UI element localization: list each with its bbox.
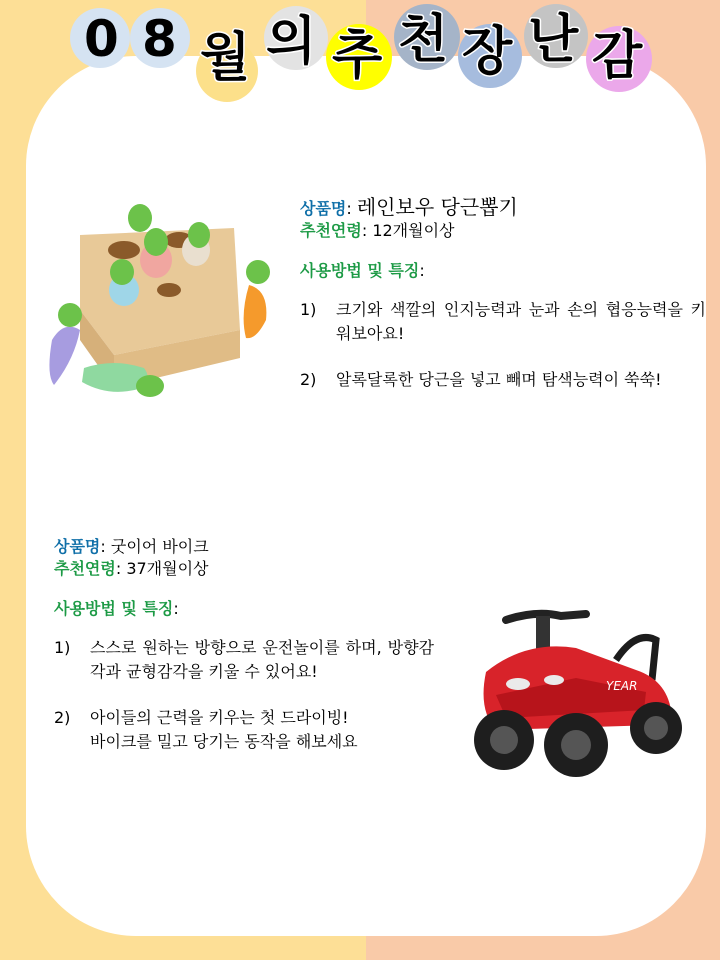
usage-heading: 사용방법 및 특징: bbox=[54, 599, 179, 618]
title-word: 의 bbox=[266, 12, 317, 72]
usage-list bbox=[54, 636, 434, 754]
title-word: 추 bbox=[332, 26, 383, 86]
title-word: 천 bbox=[398, 10, 449, 70]
product-info-1 bbox=[300, 196, 706, 414]
usage-item-text: 아이들의 근력을 키우는 첫 드라이빙! 바이크를 밀고 당기는 동작을 해보세요 bbox=[90, 708, 358, 751]
title-word: 감 bbox=[592, 26, 643, 86]
product-age-row: 추천연령: 12개월이상 bbox=[300, 221, 455, 240]
product-age-label: 추천연령 bbox=[54, 559, 116, 578]
usage-item-number: 2) bbox=[300, 370, 317, 389]
product-name: 굿이어 바이크 bbox=[110, 537, 209, 556]
usage-item bbox=[54, 636, 434, 684]
product-name-row: 상품명: 레인보우 당근뽑기 bbox=[300, 195, 518, 219]
title-word: 난 bbox=[528, 10, 579, 70]
product-name-row: 상품명: 굿이어 바이크 bbox=[54, 537, 209, 556]
usage-item-number: 2) bbox=[54, 708, 71, 727]
product-name-label: 상품명 bbox=[300, 199, 347, 218]
product-name: 레인보우 당근뽑기 bbox=[356, 195, 518, 219]
content-card bbox=[26, 56, 706, 936]
usage-item-number: 1) bbox=[54, 638, 71, 657]
title-word: 장 bbox=[462, 22, 513, 82]
product-age-row: 추천연령: 37개월이상 bbox=[54, 559, 209, 578]
usage-item-number: 1) bbox=[300, 300, 317, 319]
title-digit: 0 bbox=[84, 10, 119, 68]
usage-item bbox=[300, 298, 706, 346]
usage-item-text: 크기와 색깔의 인지능력과 눈과 손의 협응능력을 키워보아요! bbox=[336, 300, 706, 343]
usage-label: 사용방법 및 특징 bbox=[300, 261, 420, 280]
usage-label: 사용방법 및 특징 bbox=[54, 599, 174, 618]
bike-logo-text: YEAR bbox=[606, 679, 638, 693]
product-info-2 bbox=[54, 536, 434, 776]
ride-on-bike-image bbox=[466, 600, 686, 785]
product-age: 12개월이상 bbox=[372, 221, 455, 240]
product-age: 37개월이상 bbox=[126, 559, 209, 578]
title-digit: 8 bbox=[142, 10, 177, 68]
product-age-label: 추천연령 bbox=[300, 221, 362, 240]
usage-list bbox=[300, 298, 706, 392]
usage-heading: 사용방법 및 특징: bbox=[300, 261, 425, 280]
carrot-toy-image bbox=[44, 190, 276, 412]
usage-item bbox=[54, 706, 434, 754]
usage-item-text: 알록달록한 당근을 넣고 빼며 탐색능력이 쑥쑥! bbox=[336, 370, 662, 389]
title-word: 월 bbox=[200, 28, 251, 88]
usage-item bbox=[300, 368, 706, 392]
product-name-label: 상품명 bbox=[54, 537, 101, 556]
usage-item-text: 스스로 원하는 방향으로 운전놀이를 하며, 방향감각과 균형감각을 키울 수 있어요! bbox=[90, 638, 434, 681]
